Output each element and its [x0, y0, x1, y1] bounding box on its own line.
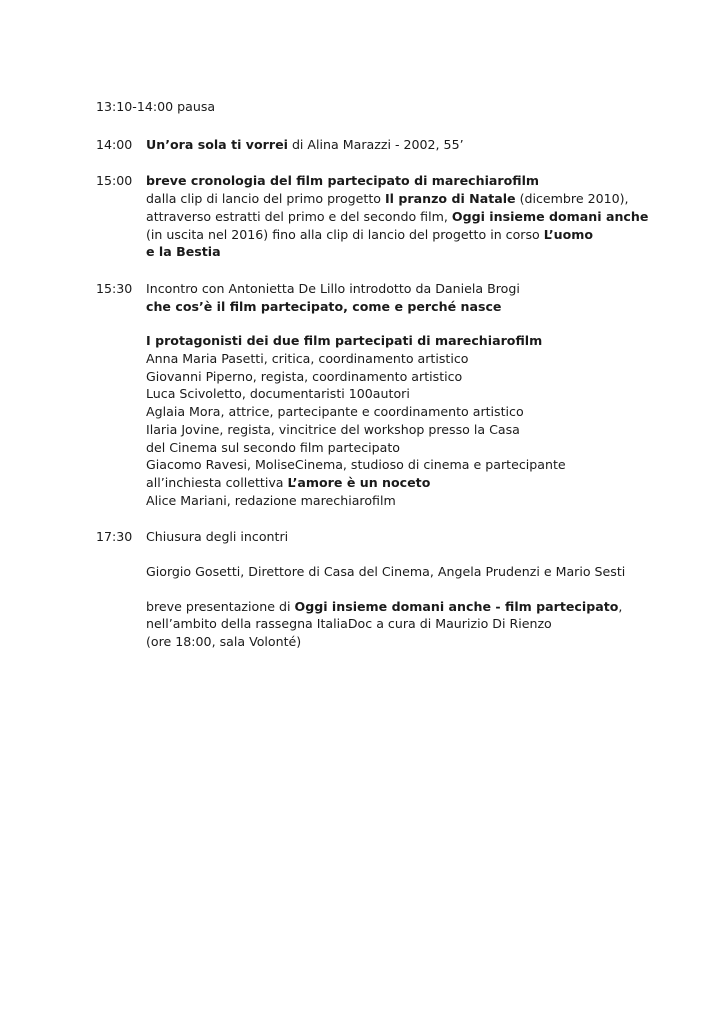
entry-1400 [96, 136, 696, 154]
person-line: Ilaria Jovine, regista, vincitrice del workshop presso la Casa [146, 421, 520, 437]
entry-1500-line-2: attraverso estratti del primo e del secondo film, Oggi insieme domani anche [146, 208, 649, 224]
entry-1730 [96, 528, 696, 651]
orario-line: (ore 18:00, sala Volonté) [146, 634, 302, 650]
film-title-pranzo-di-natale: Il pranzo di Natale [385, 191, 516, 207]
film-title-uomo-part-1: L’uomo [543, 226, 594, 242]
film-title-oggi-insieme: Oggi insieme domani anche [451, 208, 649, 224]
entry-1500 [96, 172, 696, 261]
entry-1500-time: 15:00 [96, 173, 133, 189]
entry-1530-time: 15:30 [96, 280, 133, 296]
person-line: Giovanni Piperno, regista, coordinamento artistico [146, 368, 463, 384]
person-line: Alice Mariani, redazione marechiarofilm [146, 492, 396, 508]
person-line: del Cinema sul secondo film partecipato [146, 439, 400, 455]
entry-1500-line-4 [146, 243, 696, 261]
pausa-line: 13:10-14:00 pausa [96, 99, 216, 114]
protagonisti-heading: I protagonisti dei due film partecipati di marechiarofilm [146, 333, 543, 349]
entry-1500-title: breve cronologia del film partecipato di marechiarofilm [146, 173, 540, 189]
entry-1400-line [146, 136, 696, 154]
entry-1530-subtitle: che cos’è il film partecipato, come e perché nasce [146, 298, 502, 314]
person-line: Anna Maria Pasetti, critica, coordinamento artistico [146, 351, 469, 367]
film-credits: di Alina Marazzi - 2002, 55’ [287, 136, 464, 152]
entry-1530 [96, 280, 696, 509]
entry-1730-title: Chiusura degli incontri [146, 529, 289, 545]
entry-1730-time: 17:30 [96, 529, 133, 545]
entry-1530-intro: Incontro con Antonietta De Lillo introdotto da Daniela Brogi [146, 280, 520, 296]
entry-1400-time: 14:00 [96, 136, 133, 152]
inchiesta-line: all’inchiesta collettiva L’amore è un noceto [146, 474, 431, 490]
entry-1500-line-1: dalla clip di lancio del primo progetto Il pranzo di Natale (dicembre 2010), [146, 191, 629, 207]
programme [96, 98, 696, 651]
entry-1500-line-3: (in uscita nel 2016) fino alla clip di lancio del progetto in corso L’uomo [146, 226, 594, 242]
presentation-line: breve presentazione di Oggi insieme domani anche - film partecipato, [146, 598, 623, 614]
person-line: Aglaia Mora, attrice, partecipante e coordinamento artistico [146, 404, 524, 420]
film-title-oggi-insieme-partecipato: Oggi insieme domani anche - film partecipato [294, 598, 619, 614]
film-title-uomo-part-2: e la Bestia [146, 244, 221, 260]
rassegna-line: nell’ambito della rassegna ItaliaDoc a cura di Maurizio Di Rienzo [146, 616, 552, 632]
film-title-amore-noceto: L’amore è un noceto [287, 474, 431, 490]
guests-line: Giorgio Gosetti, Direttore di Casa del Cinema, Angela Prudenzi e Mario Sesti [146, 564, 626, 580]
person-line: Luca Scivoletto, documentaristi 100autori [146, 386, 410, 402]
person-line: Giacomo Ravesi, MoliseCinema, studioso di cinema e partecipante [146, 457, 566, 473]
film-title-un-ora-sola: Un’ora sola ti vorrei [146, 136, 288, 152]
